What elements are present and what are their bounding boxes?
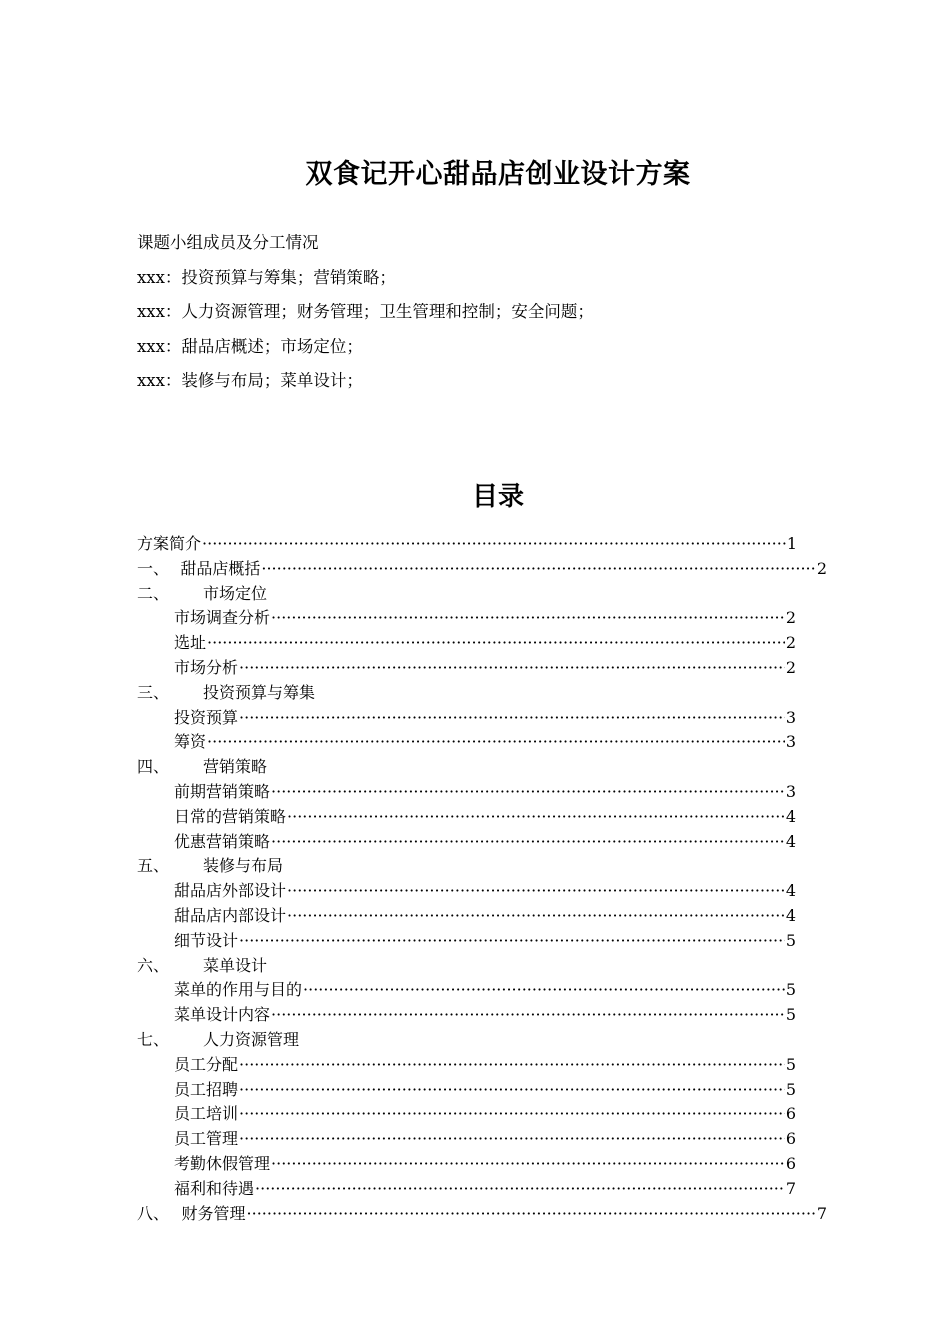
toc-entry-label: 优惠营销策略 (174, 831, 271, 851)
toc-entry-line (174, 730, 796, 755)
toc-entry[interactable] (137, 1127, 837, 1152)
toc-page-number: 2 (816, 558, 827, 578)
toc-entry[interactable] (137, 557, 837, 582)
members-heading: 课题小组成员及分工情况 (137, 233, 319, 252)
toc-page-number: 5 (785, 1005, 796, 1025)
toc-page-number: 7 (816, 1203, 827, 1223)
toc-entry-label: 甜品店外部设计 (174, 881, 287, 901)
toc-entry[interactable] (137, 1028, 837, 1053)
toc-entry-label: 菜单设计 (203, 955, 268, 975)
toc-entry-number: 一、 (137, 558, 170, 578)
toc-entry-line (137, 681, 315, 706)
toc-entry[interactable] (137, 681, 837, 706)
toc-entry-line (174, 1003, 796, 1028)
toc-leader-dots (261, 557, 815, 582)
toc-entry-label: 前期营销策略 (174, 781, 271, 801)
toc-entry-label: 营销策略 (203, 757, 268, 777)
toc-page-number: 6 (785, 1104, 796, 1124)
toc-entry-line (174, 904, 796, 929)
toc-leader-dots (255, 1177, 785, 1202)
toc-entry-label: 方案简介 (137, 534, 202, 553)
toc-entry-number: 二、 (137, 583, 170, 603)
toc-entry[interactable] (137, 1053, 837, 1078)
toc-entry[interactable] (137, 954, 837, 979)
toc-leader-dots (239, 1102, 785, 1127)
toc-entry-line (174, 1127, 796, 1152)
toc-entry-label: 福利和待遇 (174, 1178, 255, 1198)
member-line: xxx：人力资源管理；财务管理；卫生管理和控制；安全问题； (137, 302, 594, 321)
toc-entry[interactable] (137, 730, 837, 755)
member-line: xxx：投资预算与筹集；营销策略； (137, 267, 396, 287)
toc-entry[interactable] (137, 904, 837, 929)
toc-entry-label: 筹资 (174, 732, 207, 752)
toc-entry-line (137, 954, 267, 979)
toc-entry[interactable] (137, 606, 837, 631)
toc-entry-label: 市场调查分析 (174, 608, 271, 628)
toc-entry-number: 六、 (137, 955, 170, 975)
toc-entry-line (174, 1078, 796, 1103)
toc-page-number: 4 (785, 831, 796, 851)
toc-entry[interactable] (137, 582, 837, 607)
toc-page-number: 2 (785, 633, 796, 653)
toc-entry-number: 七、 (137, 1029, 170, 1049)
toc-leader-dots (271, 1152, 785, 1177)
toc-entry-label: 市场定位 (203, 583, 268, 603)
toc-entry-label: 员工培训 (174, 1104, 239, 1124)
toc-entry-line (137, 582, 267, 607)
toc-entry-line (174, 978, 796, 1003)
toc-entry-label: 细节设计 (174, 930, 239, 950)
toc-entry-line (137, 532, 797, 557)
toc-entry-label: 选址 (174, 633, 207, 653)
toc-leader-dots (239, 1127, 785, 1152)
members-section (137, 230, 837, 403)
toc-page-number: 7 (785, 1178, 796, 1198)
toc-entry-label: 员工招聘 (174, 1079, 239, 1099)
toc-entry-label: 投资预算 (174, 707, 239, 727)
toc-page-number: 4 (785, 905, 796, 925)
toc-entry-line (174, 929, 796, 954)
member-line: xxx：甜品店概述；市场定位； (137, 336, 363, 356)
member-line: xxx：装修与布局；菜单设计； (137, 371, 363, 390)
toc-entry-number: 八、 (137, 1203, 170, 1223)
toc-page-number: 1 (786, 534, 797, 553)
toc-page-number: 2 (785, 608, 796, 628)
toc-entry-label: 员工管理 (174, 1129, 239, 1149)
toc-leader-dots (239, 929, 785, 954)
toc-page-number: 5 (785, 930, 796, 950)
toc-entry[interactable] (137, 780, 837, 805)
toc-entry-label: 员工分配 (174, 1054, 239, 1074)
toc-leader-dots (271, 830, 785, 855)
toc-entry-line (174, 879, 796, 904)
toc-entry[interactable] (137, 830, 837, 855)
toc-entry[interactable] (137, 755, 837, 780)
toc-entry-label: 菜单设计内容 (174, 1005, 271, 1025)
toc-entry-number: 三、 (137, 682, 170, 702)
toc-entry-label: 考勤休假管理 (174, 1153, 271, 1173)
toc-entry-line (174, 656, 796, 681)
toc-entry-line (174, 706, 796, 731)
toc-page-number: 3 (785, 732, 796, 752)
toc-entry-line (137, 1028, 299, 1053)
toc-entry[interactable] (137, 1152, 837, 1177)
toc-entry[interactable] (137, 879, 837, 904)
toc-leader-dots (239, 1078, 785, 1103)
toc-leader-dots (271, 606, 785, 631)
toc-leader-dots (287, 904, 785, 929)
toc-entry[interactable] (137, 631, 837, 656)
toc-page-number: 5 (785, 1054, 796, 1074)
toc-entry[interactable] (137, 978, 837, 1003)
toc-leader-dots (303, 978, 785, 1003)
toc-leader-dots (207, 631, 785, 656)
toc-entry-number: 五、 (137, 856, 170, 876)
toc-entry-line (174, 805, 796, 830)
toc-entry-line (174, 631, 796, 656)
toc-leader-dots (287, 879, 785, 904)
toc-entry-line (137, 1202, 827, 1227)
toc-entry[interactable] (137, 854, 837, 879)
toc-page-number: 5 (785, 1079, 796, 1099)
table-of-contents (137, 532, 837, 1226)
toc-entry-line (174, 1053, 796, 1078)
toc-entry[interactable] (137, 1003, 837, 1028)
toc-leader-dots (271, 1003, 785, 1028)
toc-entry[interactable] (137, 656, 837, 681)
toc-page-number: 4 (785, 806, 796, 826)
toc-leader-dots (239, 656, 785, 681)
toc-leader-dots (207, 730, 785, 755)
toc-entry-label: 装修与布局 (203, 856, 284, 876)
toc-entry-line (174, 830, 796, 855)
toc-entry-label: 甜品店内部设计 (174, 905, 287, 925)
toc-title: 目录 (471, 482, 524, 512)
toc-page-number: 3 (785, 707, 796, 727)
toc-entry-label: 投资预算与筹集 (203, 682, 316, 702)
toc-page-number: 4 (785, 881, 796, 901)
toc-entry[interactable] (137, 532, 837, 557)
toc-entry-label: 财务管理 (181, 1203, 246, 1223)
toc-entry-line (137, 755, 267, 780)
toc-entry-line (174, 780, 796, 805)
toc-page-number: 3 (785, 781, 796, 801)
toc-leader-dots (202, 532, 786, 557)
toc-leader-dots (271, 780, 785, 805)
toc-entry[interactable] (137, 706, 837, 731)
toc-page-number: 6 (785, 1129, 796, 1149)
toc-leader-dots (239, 706, 785, 731)
toc-entry-line (137, 854, 283, 879)
toc-leader-dots (239, 1053, 785, 1078)
toc-entry-line (174, 1177, 796, 1202)
toc-entry-label: 日常的营销策略 (174, 806, 287, 826)
toc-entry-label: 甜品店概括 (180, 558, 261, 578)
toc-entry-line (174, 1102, 796, 1127)
toc-entry-line (137, 557, 827, 582)
toc-leader-dots (247, 1202, 816, 1227)
toc-leader-dots (287, 805, 785, 830)
toc-entry[interactable] (137, 805, 837, 830)
toc-entry[interactable] (137, 1078, 837, 1103)
toc-entry[interactable] (137, 929, 837, 954)
toc-entry-line (174, 1152, 796, 1177)
toc-entry-number: 四、 (137, 757, 170, 777)
toc-entry-line (174, 606, 796, 631)
toc-entry-label: 菜单的作用与目的 (174, 980, 303, 1000)
toc-page-number: 5 (785, 980, 796, 1000)
toc-entry-label: 人力资源管理 (203, 1029, 300, 1049)
toc-entry[interactable] (137, 1202, 837, 1227)
document-title: 双食记开心甜品店创业设计方案 (305, 159, 691, 190)
toc-page-number: 6 (785, 1153, 796, 1173)
toc-page-number: 2 (785, 657, 796, 677)
toc-entry[interactable] (137, 1102, 837, 1127)
toc-entry[interactable] (137, 1177, 837, 1202)
toc-entry-label: 市场分析 (174, 657, 239, 677)
